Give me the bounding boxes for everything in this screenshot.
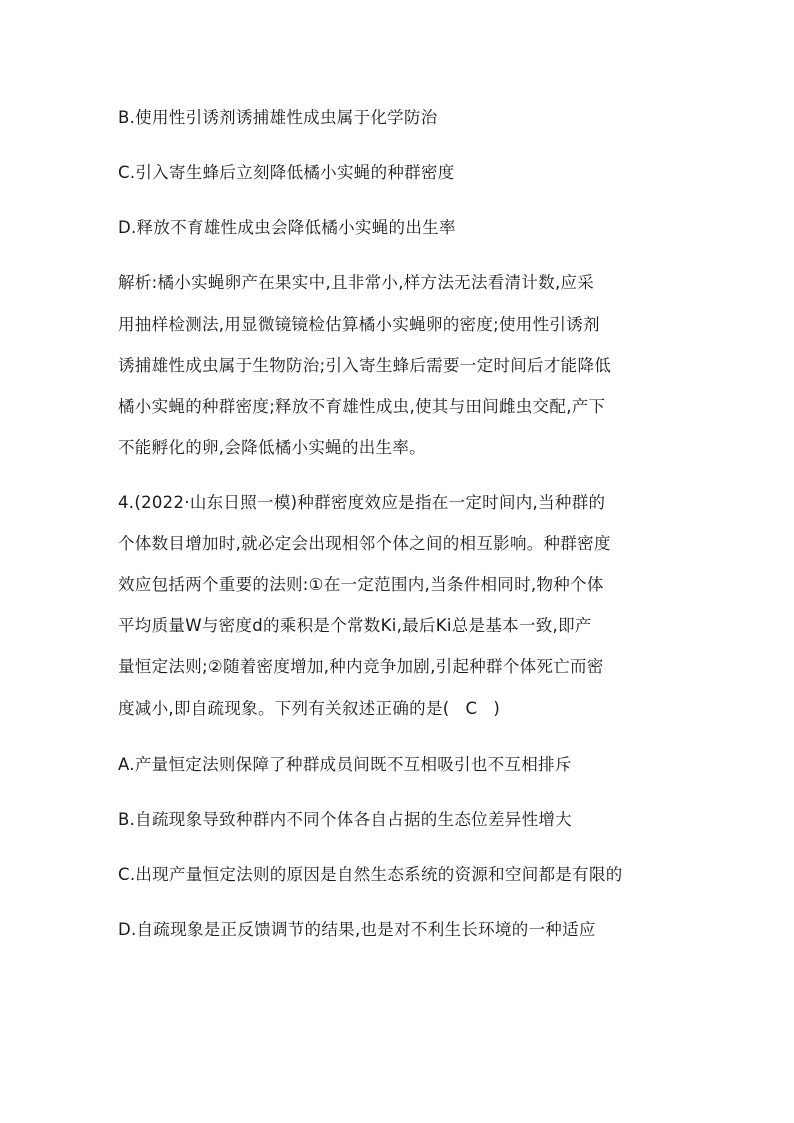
- q3-analysis-line: 不能孵化的卵,会降低橘小实蝇的出生率。: [118, 438, 426, 457]
- q3-analysis-line: 解析:橘小实蝇卵产在果实中,且非常小,样方法无法看清计数,应采: [118, 273, 595, 292]
- q4-stem-line: 量恒定法则;②随着密度增加,种内竞争加剧,引起种群个体死亡而密: [118, 657, 604, 676]
- q3-analysis-line: 诱捕雄性成虫属于生物防治;引入寄生蜂后需要一定时间后才能降低: [118, 356, 612, 375]
- q4-option-c: C.出现产量恒定法则的原因是自然生态系统的资源和空间都是有限的: [118, 865, 623, 884]
- q4-option-b: B.自疏现象导致种群内不同个体各自占据的生态位差异性增大: [118, 810, 572, 829]
- q3-option-b: B.使用性引诱剂诱捕雄性成虫属于化学防治: [118, 108, 438, 127]
- q4-stem-last-line: [118, 699, 688, 719]
- q4-option-d: D.自疏现象是正反馈调节的结果,也是对不利生长环境的一种适应: [118, 920, 596, 939]
- q3-option-c: C.引入寄生蜂后立刻降低橘小实蝇的种群密度: [118, 163, 455, 182]
- q4-stem-line: 平均质量W与密度d的乘积是个常数Ki,最后Ki总是基本一致,即产: [118, 616, 592, 635]
- q4-stem-prefix: 度减小,即自疏现象。下列有关叙述正确的是(: [118, 699, 450, 718]
- q4-stem-line: 4.(2022·山东日照一模)种群密度效应是指在一定时间内,当种群的: [118, 493, 606, 512]
- q4-option-a: A.产量恒定法则保障了种群成员间既不互相吸引也不互相排斥: [118, 755, 572, 774]
- q4-stem-suffix: ): [493, 699, 501, 718]
- q3-analysis-line: 橘小实蝇的种群密度;释放不育雄性成虫,使其与田间雌虫交配,产下: [118, 397, 606, 416]
- q3-analysis-line: 用抽样检测法,用显微镜镜检估算橘小实蝇卵的密度;使用性引诱剂: [118, 315, 600, 334]
- q4-stem-line: 个体数目增加时,就必定会出现相邻个体之间的相互影响。种群密度: [118, 534, 611, 553]
- q4-stem-line: 效应包括两个重要的法则:①在一定范围内,当条件相同时,物种个体: [118, 575, 604, 594]
- q4-answer: C: [465, 699, 478, 718]
- q3-option-d: D.释放不育雄性成虫会降低橘小实蝇的出生率: [118, 218, 456, 237]
